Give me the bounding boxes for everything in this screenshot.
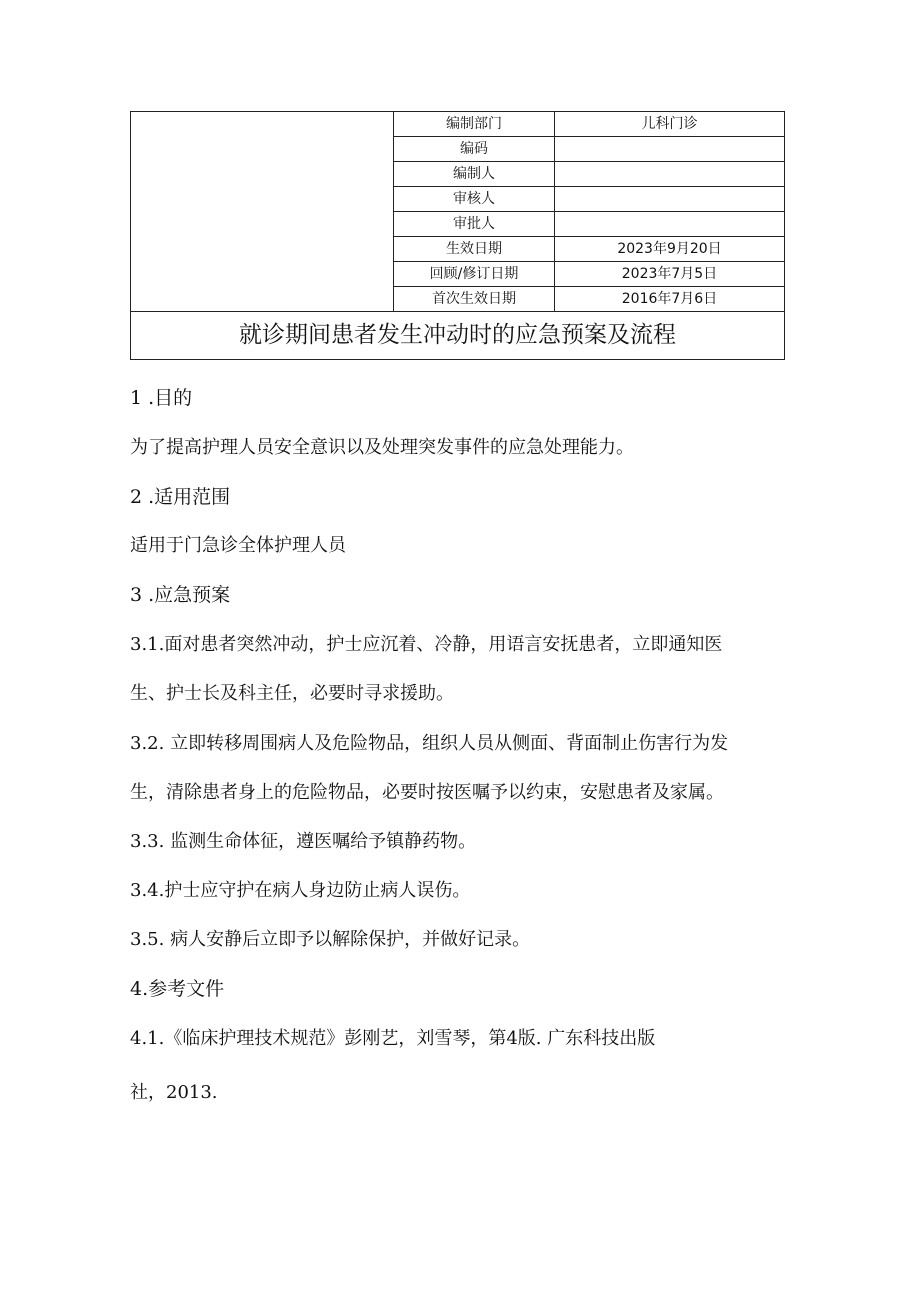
label-reviewer: 审核人	[394, 187, 555, 212]
logo-blank-cell	[131, 112, 394, 312]
value-revision-date: 2023年7月5日	[555, 262, 785, 287]
label-first-effective-date: 首次生效日期	[394, 287, 555, 312]
document-title: 就诊期间患者发生冲动时的应急预案及流程	[131, 312, 785, 360]
section-3-1-line-1: 3.1.面对患者突然冲动，护士应沉着、冷静，用语言安抚患者，立即通知医	[130, 634, 723, 655]
section-1-heading: 1 .目的	[130, 387, 193, 409]
label-department: 编制部门	[394, 112, 555, 137]
value-approver	[555, 212, 785, 237]
section-4-1-line-2: 社，2013.	[130, 1082, 218, 1103]
label-code: 编码	[394, 137, 555, 162]
section-1-text: 为了提高护理人员安全意识以及处理突发事件的应急处理能力。	[130, 437, 634, 458]
value-reviewer	[555, 187, 785, 212]
section-3-heading: 3 .应急预案	[130, 584, 231, 606]
value-effective-date: 2023年9月20日	[555, 237, 785, 262]
section-2-heading: 2 .适用范围	[130, 486, 231, 508]
section-4-heading: 4.参考文件	[130, 978, 225, 1000]
label-author: 编制人	[394, 162, 555, 187]
document-header-table	[130, 111, 785, 360]
section-3-5: 3.5. 病人安静后立即予以解除保护，并做好记录。	[130, 929, 531, 950]
label-effective-date: 生效日期	[394, 237, 555, 262]
value-code	[555, 137, 785, 162]
label-revision-date: 回顾/修订日期	[394, 262, 555, 287]
label-approver: 审批人	[394, 212, 555, 237]
section-4-1-line-1: 4.1.《临床护理技术规范》彭刚艺，刘雪琴，第4版. 广东科技出版	[130, 1028, 656, 1049]
section-3-3: 3.3. 监测生命体征，遵医嘱给予镇静药物。	[130, 831, 477, 852]
section-3-2-line-1: 3.2. 立即转移周围病人及危险物品，组织人员从侧面、背面制止伤害行为发	[130, 733, 729, 754]
value-first-effective-date: 2016年7月6日	[555, 287, 785, 312]
section-3-1-line-2: 生、护士长及科主任，必要时寻求援助。	[130, 683, 454, 704]
value-department: 儿科门诊	[555, 112, 785, 137]
section-2-text: 适用于门急诊全体护理人员	[130, 535, 346, 556]
section-3-4: 3.4.护士应守护在病人身边防止病人误伤。	[130, 880, 471, 901]
section-3-2-line-2: 生，清除患者身上的危险物品，必要时按医嘱予以约束，安慰患者及家属。	[130, 782, 724, 803]
value-author	[555, 162, 785, 187]
